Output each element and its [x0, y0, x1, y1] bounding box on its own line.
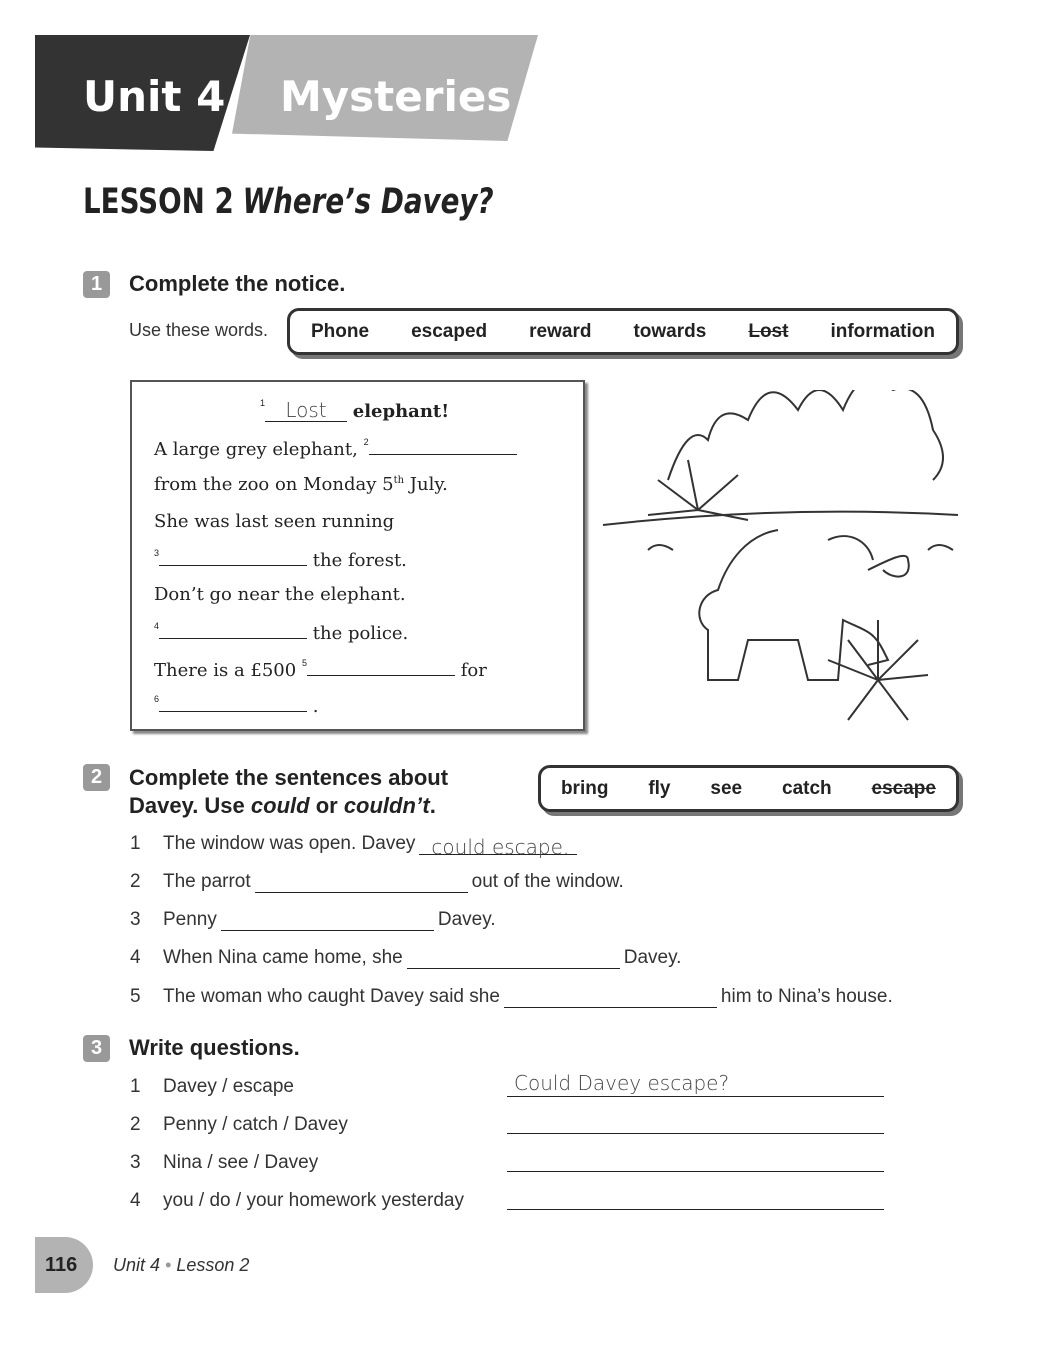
palm-left [648, 460, 748, 520]
sentence-text: When Nina came home, she [163, 947, 403, 968]
word: reward [529, 320, 592, 342]
palm-right [828, 620, 928, 720]
answer-field[interactable] [504, 988, 717, 1008]
heading-line: Complete the sentences about [129, 765, 449, 790]
sentence-text: out of the window. [471, 871, 624, 892]
item-number: 3 [130, 1152, 141, 1173]
exercise-number: 2 [83, 764, 110, 791]
question-item [130, 1190, 464, 1212]
item-number: 2 [130, 1114, 141, 1135]
sentence-item [130, 871, 624, 893]
blank-number: 4 [154, 621, 160, 631]
notice [130, 380, 585, 731]
tree-canopy [668, 390, 943, 480]
sentence-text: him to Nina’s house. [720, 986, 893, 1007]
answer-field[interactable] [407, 949, 620, 969]
blank-number: 2 [363, 437, 369, 447]
answer-field[interactable] [507, 1108, 884, 1134]
word: bring [560, 777, 609, 799]
question-item [130, 1114, 348, 1136]
footer-label [113, 1255, 249, 1276]
notice-line: Don’t go near the elephant. [154, 584, 406, 605]
page-number: 116 [35, 1237, 93, 1293]
word: catch [782, 777, 832, 799]
sentence-text: Davey. [623, 947, 682, 968]
item-number: 2 [130, 871, 141, 892]
blank-number: 6 [154, 694, 160, 704]
answer-field[interactable]: Lost [265, 398, 347, 422]
heading-text: Davey. Use [129, 793, 251, 818]
superscript: th [393, 475, 405, 486]
sentence-item [130, 986, 893, 1008]
exercise-heading: Write questions. [129, 1035, 300, 1060]
answer-field[interactable]: Could Davey escape? [507, 1071, 884, 1097]
item-number: 4 [130, 947, 141, 968]
answer-field[interactable] [307, 658, 455, 676]
blank-number: 3 [154, 548, 160, 558]
elephant-illustration [598, 390, 966, 740]
sentence-item [130, 909, 496, 931]
sentence-item [130, 833, 581, 859]
notice-line: from the zoo on Monday 5 [154, 474, 394, 495]
notice-line: the police. [312, 623, 409, 644]
heading-text: . [429, 793, 436, 818]
answer-field[interactable] [369, 437, 517, 455]
prompt: Penny / catch / Davey [163, 1114, 348, 1135]
answer-field[interactable] [507, 1146, 884, 1172]
answer-field[interactable] [221, 911, 434, 931]
sentence-text: Davey. [437, 909, 496, 930]
prompt: Nina / see / Davey [163, 1152, 319, 1173]
answer-field[interactable] [159, 548, 307, 566]
heading-text: couldn’t [343, 793, 430, 818]
blank-number: 1 [260, 398, 266, 408]
word-used: Lost [748, 320, 789, 342]
word: see [710, 777, 743, 799]
word: information [830, 320, 935, 342]
word: fly [648, 777, 671, 799]
word-box [287, 308, 959, 355]
sentence-text: Penny [163, 909, 217, 930]
item-number: 1 [130, 833, 141, 854]
answer-field[interactable] [159, 694, 307, 712]
sentence-text: The parrot [163, 871, 251, 892]
word-box [538, 765, 959, 812]
punctuation: . [312, 696, 319, 717]
answer-field[interactable] [159, 621, 307, 639]
question-item [130, 1152, 318, 1174]
exercise-heading [129, 764, 448, 820]
word: towards [633, 320, 707, 342]
sentence-text: The woman who caught Davey said she [163, 986, 500, 1007]
word: escaped [411, 320, 488, 342]
word-used: escape [871, 777, 936, 799]
clouds [648, 545, 953, 550]
sentence-text: The window was open. Davey [163, 833, 416, 854]
notice-title: elephant! [352, 401, 450, 422]
page-title [83, 182, 494, 222]
item-number: 1 [130, 1076, 141, 1097]
footer-unit: Unit 4 [113, 1255, 161, 1275]
unit-title: Mysteries [280, 72, 512, 121]
lesson-label: LESSON 2 [83, 182, 234, 222]
exercise-number: 1 [83, 271, 110, 298]
notice-line: She was last seen running [154, 511, 395, 532]
heading-text: could [250, 793, 310, 818]
notice-line: A large grey elephant, [154, 439, 358, 460]
footer-lesson: Lesson 2 [176, 1255, 250, 1275]
answer-field[interactable] [255, 873, 468, 893]
prompt: Davey / escape [163, 1076, 294, 1097]
notice-line: for [460, 660, 487, 681]
item-number: 4 [130, 1190, 141, 1211]
question-item [130, 1076, 294, 1098]
instruction: Use these words. [129, 320, 269, 340]
word: Phone [311, 320, 370, 342]
item-number: 3 [130, 909, 141, 930]
answer-field[interactable]: could escape. [419, 835, 577, 855]
exercise-heading: Complete the notice. [129, 271, 346, 296]
prompt: you / do / your homework yesterday [163, 1190, 464, 1211]
footer-separator: • [165, 1255, 172, 1275]
sentence-item [130, 947, 681, 969]
unit-label: Unit 4 [83, 72, 226, 121]
answer-field[interactable] [507, 1184, 884, 1210]
item-number: 5 [130, 986, 141, 1007]
notice-line: July. [409, 474, 448, 495]
blank-number: 5 [301, 658, 307, 668]
exercise-number: 3 [83, 1035, 110, 1062]
heading-text: or [309, 793, 344, 818]
lesson-title: Where’s Davey? [242, 182, 494, 222]
notice-line: the forest. [312, 550, 407, 571]
notice-line: There is a £500 [154, 660, 297, 681]
